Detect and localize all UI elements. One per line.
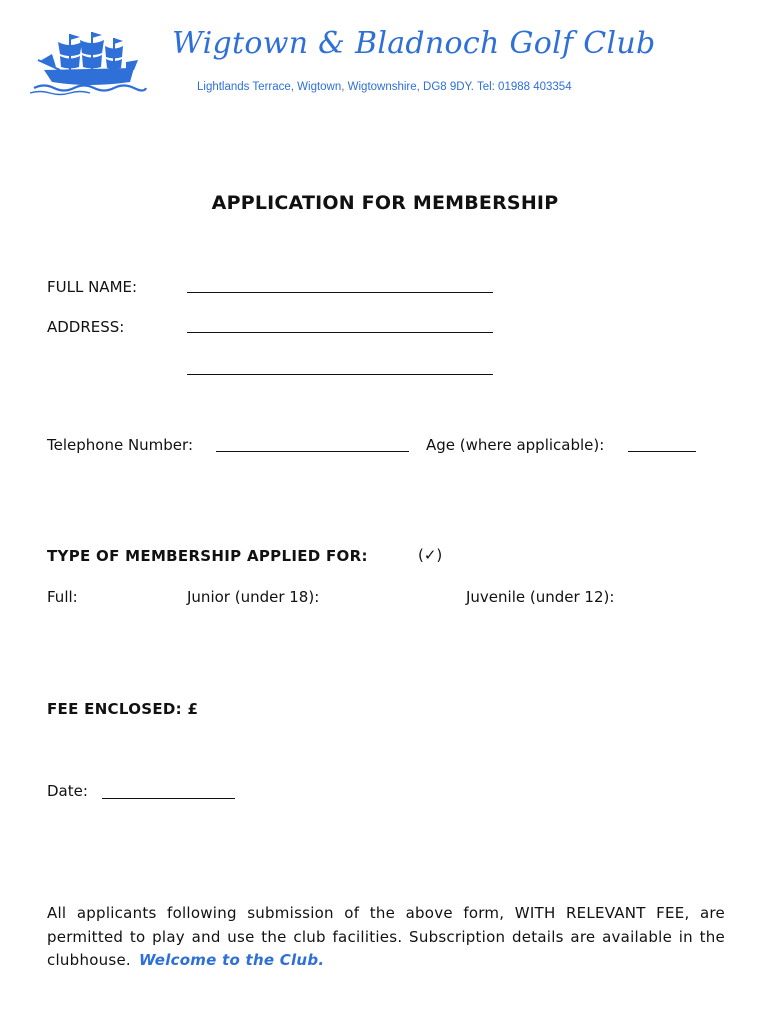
membership-option-juvenile[interactable]: Juvenile (under 12): (466, 588, 615, 606)
full-name-label: FULL NAME: (47, 278, 138, 296)
welcome-text: Welcome to the Club. (138, 951, 325, 969)
address-line-2[interactable] (187, 374, 493, 375)
tick-hint: (✓) (418, 546, 443, 564)
address-line-1[interactable] (187, 332, 493, 333)
date-label: Date: (47, 782, 88, 800)
address-label: ADDRESS: (47, 318, 125, 336)
club-name: Wigtown & Bladnoch Golf Club (172, 26, 656, 61)
club-address: Lightlands Terrace, Wigtown, Wigtownshire, DG8 9DY. Tel: 01988 403354 (197, 81, 572, 93)
membership-option-junior[interactable]: Junior (under 18): (187, 588, 320, 606)
membership-type-heading: TYPE OF MEMBERSHIP APPLIED FOR: (47, 547, 368, 565)
date-line[interactable] (102, 798, 235, 799)
membership-option-full[interactable]: Full: (47, 588, 78, 606)
telephone-line[interactable] (216, 451, 409, 452)
form-title: APPLICATION FOR MEMBERSHIP (211, 192, 559, 214)
age-label: Age (where applicable): (426, 436, 605, 454)
closing-paragraph (47, 902, 725, 973)
fee-enclosed-label: FEE ENCLOSED: £ (47, 700, 199, 718)
telephone-label: Telephone Number: (47, 436, 193, 454)
age-line[interactable] (628, 451, 696, 452)
closing-text: All applicants following submission of the above form, WITH RELEVANT FEE, are permitted to play and use the club facilities. Subscription details are available in the clubhouse. (47, 904, 725, 969)
sailing-ship-icon (30, 30, 148, 96)
full-name-line[interactable] (187, 292, 493, 293)
